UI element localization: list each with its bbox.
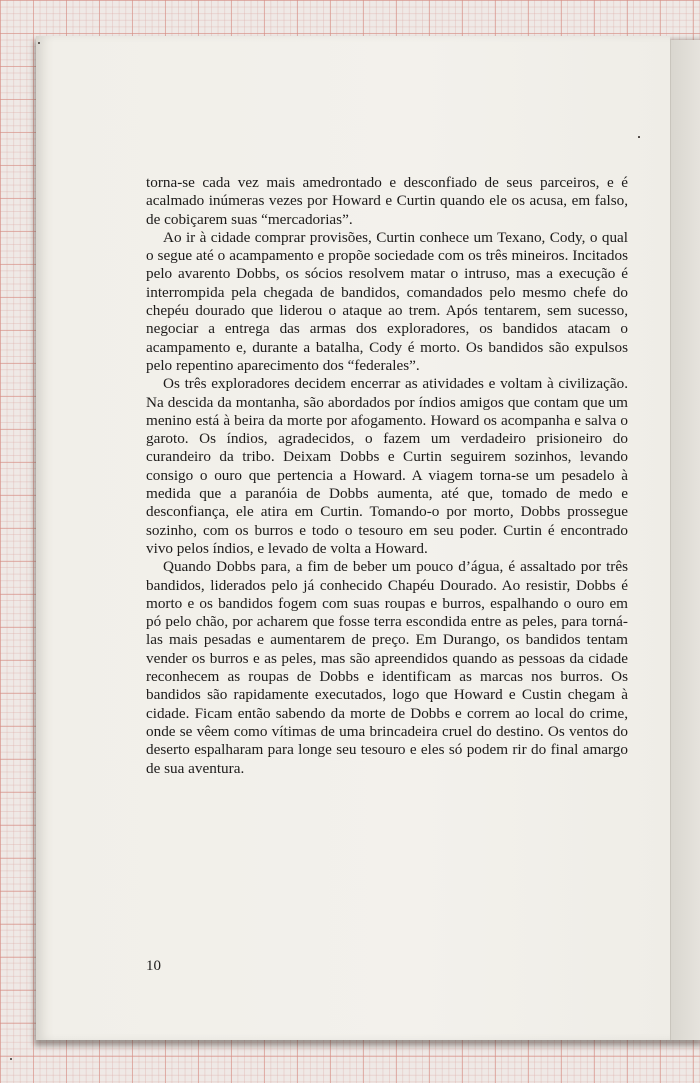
adjacent-page-edge <box>670 40 700 1040</box>
paper-speck <box>38 42 40 44</box>
page-number: 10 <box>146 958 161 974</box>
paragraph-2: Ao ir à cidade comprar provisões, Curtin conhece um Texano, Cody, o qual o segue até o acampamento e propõe sociedade com os três mineiros. Incitados pelo avarento Dobbs, os sócios resolvem matar o intruso, mas a execução é interrompida pela chegada de bandidos, comandados pelo mesmo chefe do chepéu dourado que liderou o ataque ao trem. Após tentarem, sem sucesso, negociar a entrega das armas dos exploradores, os bandidos atacam o acampamento e, durante a batalha, Cody é morto. Os bandidos são expulsos pelo repentino aparecimento dos “federales”. <box>146 228 628 374</box>
paragraph-1: torna-se cada vez mais amedrontado e desconfiado de seus parceiros, e é acalmado inúmeras vezes por Howard e Curtin quando ele os acusa, em falso, de cobiçarem suas “mercadorias”. <box>146 174 628 228</box>
body-text <box>146 174 628 778</box>
paragraph-3: Os três exploradores decidem encerrar as atividades e voltam à civilização. Na descida da montanha, são abordados por índios amigos que contam que um menino está à beira da morte por afogamento. Howard os acompanha e salva o garoto. Os índios, agradecidos, o fazem um verdadeiro prisioneiro do curandeiro da tribo. Deixam Dobbs e Curtin seguirem sozinhos, levando consigo o ouro que pertencia a Howard. A viagem torna-se um pesadelo à medida que a paranóia de Dobbs aumenta, até que, tomado de medo e desconfiança, ele atira em Curtin. Tomando-o por morto, Dobbs prossegue sozinho, com os burros e todo o tesouro em seu poder. Curtin é encontrado vivo pelos índios, e levado de volta a Howard. <box>146 375 628 557</box>
paper-speck <box>10 1058 12 1060</box>
paragraph-4: Quando Dobbs para, a fim de beber um pouco d’água, é assaltado por três bandidos, liderados pelo já conhecido Chapéu Dourado. Ao resistir, Dobbs é morto e os bandidos fogem com suas roupas e burros, espalhando o ouro em pó pelo chão, por acharem que fosse terra escondida entre as peles, para torná-las mais pesadas e aumentarem de preço. Em Durango, os bandidos tentam vender os burros e as peles, mas são apreendidos quando as pessoas da cidade reconhecem as roupas de Dobbs e identificam as marcas nos burros. Os bandidos são rapidamente executados, logo que Howard e Custin chegam à cidade. Ficam então sabendo da morte de Dobbs e correm ao local do crime, onde se vêem como vítimas de uma brincadeira cruel do destino. Os ventos do deserto espalharam para longe seu tesouro e eles só podem rir do final amargo de sua aventura. <box>146 558 628 777</box>
paper-speck <box>638 136 640 138</box>
